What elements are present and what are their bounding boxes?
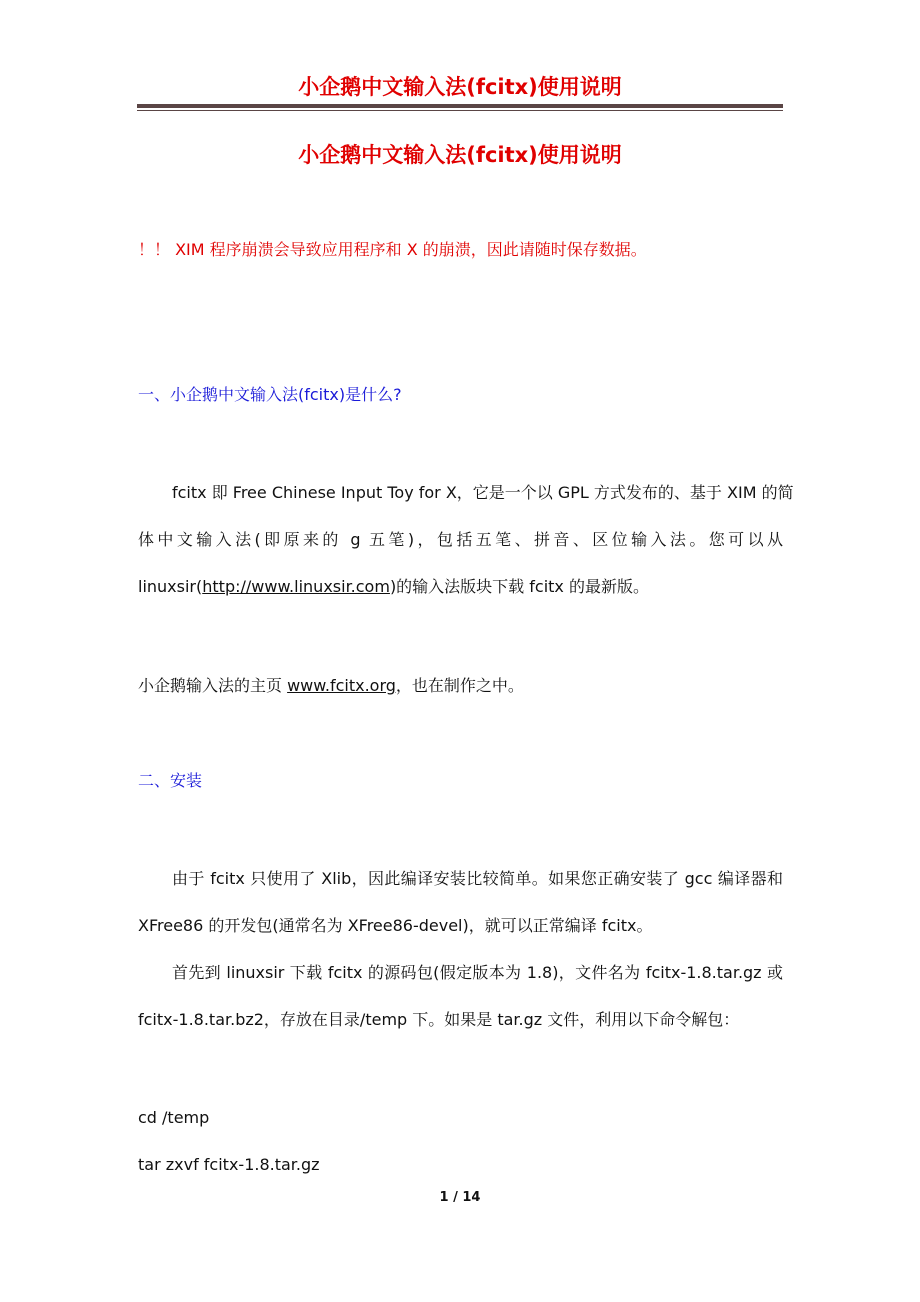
section1-paragraph2 (138, 674, 524, 698)
command-tar: tar zxvf fcitx-1.8.tar.gz (138, 1155, 320, 1174)
section2-p1-line1: 由于 fcitx 只使用了 Xlib，因此编译安装比较简单。如果您正确安装了 gcc 编译器和 (172, 869, 783, 888)
header-rule (137, 104, 783, 112)
section2-p1-line2: XFree86 的开发包(通常名为 XFree86-devel)，就可以正常编译 fcitx。 (138, 916, 653, 935)
section1-p1-line1: fcitx 即 Free Chinese Input Toy for X，它是一个以 GPL 方式发布的、基于 XIM 的简 (172, 483, 794, 502)
section2-paragraph2 (138, 961, 783, 1055)
section1-p1-line3-post: )的输入法版块下载 fcitx 的最新版。 (389, 577, 649, 596)
linuxsir-link[interactable]: http://www.linuxsir.com (202, 577, 390, 596)
section1-p1-line3 (138, 575, 783, 622)
section1-paragraph1 (138, 481, 794, 622)
section1-heading: 一、小企鹅中文输入法(fcitx)是什么? (138, 385, 402, 404)
section2-p2-line1: 首先到 linuxsir 下载 fcitx 的源码包(假定版本为 1.8)，文件名为 fcitx-1.8.tar.gz 或 (172, 963, 783, 982)
section2-heading: 二、安装 (138, 771, 203, 790)
section1-p2-pre: 小企鹅输入法的主页 (138, 676, 288, 695)
document-title: 小企鹅中文输入法(fcitx)使用说明 (298, 143, 622, 167)
warning-text: ！！ XIM 程序崩溃会导致应用程序和 X 的崩溃，因此请随时保存数据。 (138, 240, 647, 259)
header-title: 小企鹅中文输入法(fcitx)使用说明 (298, 75, 622, 99)
command-cd: cd /temp (138, 1108, 210, 1127)
section1-p1-line3-pre: linuxsir( (138, 577, 203, 596)
header-rule-thin (137, 110, 783, 111)
page-number: 1 / 14 (439, 1190, 481, 1205)
section1-p1-line2: 体中文输入法(即原来的 g 五笔)，包括五笔、拼音、区位输入法。您可以从 (138, 530, 783, 549)
section1-p2-post: ，也在制作之中。 (395, 676, 524, 695)
fcitx-homepage-link[interactable]: www.fcitx.org (287, 676, 396, 695)
header-rule-thick (137, 104, 783, 108)
section2-paragraph1 (138, 867, 783, 961)
section2-p2-line2: fcitx-1.8.tar.bz2，存放在目录/temp 下。如果是 tar.gz 文件，利用以下命令解包： (138, 1010, 740, 1029)
